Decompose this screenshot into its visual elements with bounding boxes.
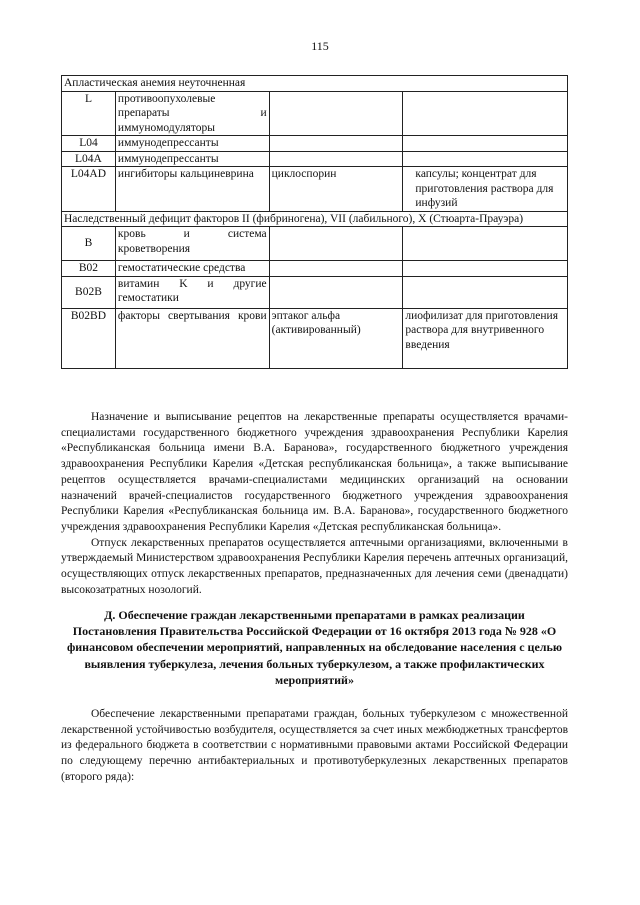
table-row [62, 136, 568, 152]
table-section-row [62, 211, 568, 227]
paragraph-prescriptions: Назначение и выписывание рецептов на лекарственные препараты осуществляется врачами-специалистами государственного бюджетного учреждения здравоохранения Республики Карелия «Республиканская больница имени В.А. Баранова», государственного бюджетного учреждения здравоохранения Республики Карелия «Детская республиканская больница», а также выписывание рецептов осуществляется врачами-специалистами медицинских организаций на основании назначений врачей-специалистов государственного бюджетного учреждения здравоохранения Республики Карелия «Республиканская больница им. В.А. Баранова», государственного бюджетного учреждения здравоохранения Республики Карелия «Детская республиканская больница». [61, 411, 568, 533]
form-cell [403, 151, 568, 167]
form-cell [403, 227, 568, 261]
atc-group: гемостатические средства [115, 261, 269, 277]
section-title: Наследственный дефицит факторов II (фибриногена), VII (лабильного), X (Стюарта-Прауэра) [62, 211, 568, 227]
inn-cell [269, 136, 403, 152]
atc-group: иммунодепрессанты [115, 136, 269, 152]
paragraph-dispensing: Отпуск лекарственных препаратов осуществляется аптечными организациями, включенными в утверждаемый Министерством здравоохранения Республики Карелия перечень аптечных организаций, осуществляющих отпуск лекарственных препаратов, предназначенных для лечения семи (двенадцати) высокозатратных нозологий. [61, 536, 568, 596]
atc-code: B02BD [62, 308, 116, 368]
inn-cell [269, 261, 403, 277]
form-cell: лиофилизат для приготовления раствора для внутривенного введения [403, 308, 568, 368]
atc-group: кровь и система кроветворения [115, 227, 269, 261]
atc-code: L [62, 91, 116, 136]
inn-cell: эптаког альфа (активированный) [269, 308, 403, 368]
form-cell [403, 91, 568, 136]
table-section-row [62, 76, 568, 92]
atc-code: L04A [62, 151, 116, 167]
table-row [62, 308, 568, 368]
inn-cell [269, 276, 403, 308]
atc-code: B [62, 227, 116, 261]
body-text-lower [61, 707, 568, 786]
inn-cell [269, 91, 403, 136]
drug-table [61, 75, 568, 369]
form-cell [403, 261, 568, 277]
form-cell [403, 136, 568, 152]
table-row [62, 151, 568, 167]
inn-cell [269, 227, 403, 261]
atc-group: противоопухолевые препараты и иммуномодуляторы [115, 91, 269, 136]
table-row [62, 276, 568, 308]
atc-group: иммунодепрессанты [115, 151, 269, 167]
section-heading-d: Д. Обеспечение граждан лекарственными препаратами в рамках реализации Постановления Правительства Российской Федерации от 16 октября 2013 года № 928 «О финансовом обеспечении мероприятий, направленных на обследование населения с целью выявления туберкулеза, лечения больных туберкулезом, а также профилактических мероприятий» [66, 608, 563, 687]
form-cell: капсулы; концентрат для приготовления раствора для инфузий [403, 167, 568, 212]
form-cell [403, 276, 568, 308]
atc-group: факторы свертывания крови [115, 308, 269, 368]
table-row [62, 167, 568, 212]
inn-cell [269, 151, 403, 167]
paragraph-tuberculosis: Обеспечение лекарственными препаратами граждан, больных туберкулезом с множественной лекарственной устойчивостью возбудителя, осуществляется за счет иных межбюджетных трансфертов из федерального бюджета в соответствии с нормативными правовыми актами Российской Федерации по следующему перечню антибактериальных и противотуберкулезных лекарственных препаратов (второго ряда): [61, 708, 568, 783]
atc-code: L04 [62, 136, 116, 152]
body-text-upper [61, 410, 568, 598]
atc-group: ингибиторы кальциневрина [115, 167, 269, 212]
inn-cell: циклоспорин [269, 167, 403, 212]
atc-code: L04AD [62, 167, 116, 212]
table-row [62, 227, 568, 261]
table-row [62, 261, 568, 277]
table-row [62, 91, 568, 136]
atc-group: витамин K и другие гемостатики [115, 276, 269, 308]
section-title: Апластическая анемия неуточненная [62, 76, 568, 92]
atc-code: B02 [62, 261, 116, 277]
atc-code: B02B [62, 276, 116, 308]
page-number: 115 [311, 39, 329, 53]
